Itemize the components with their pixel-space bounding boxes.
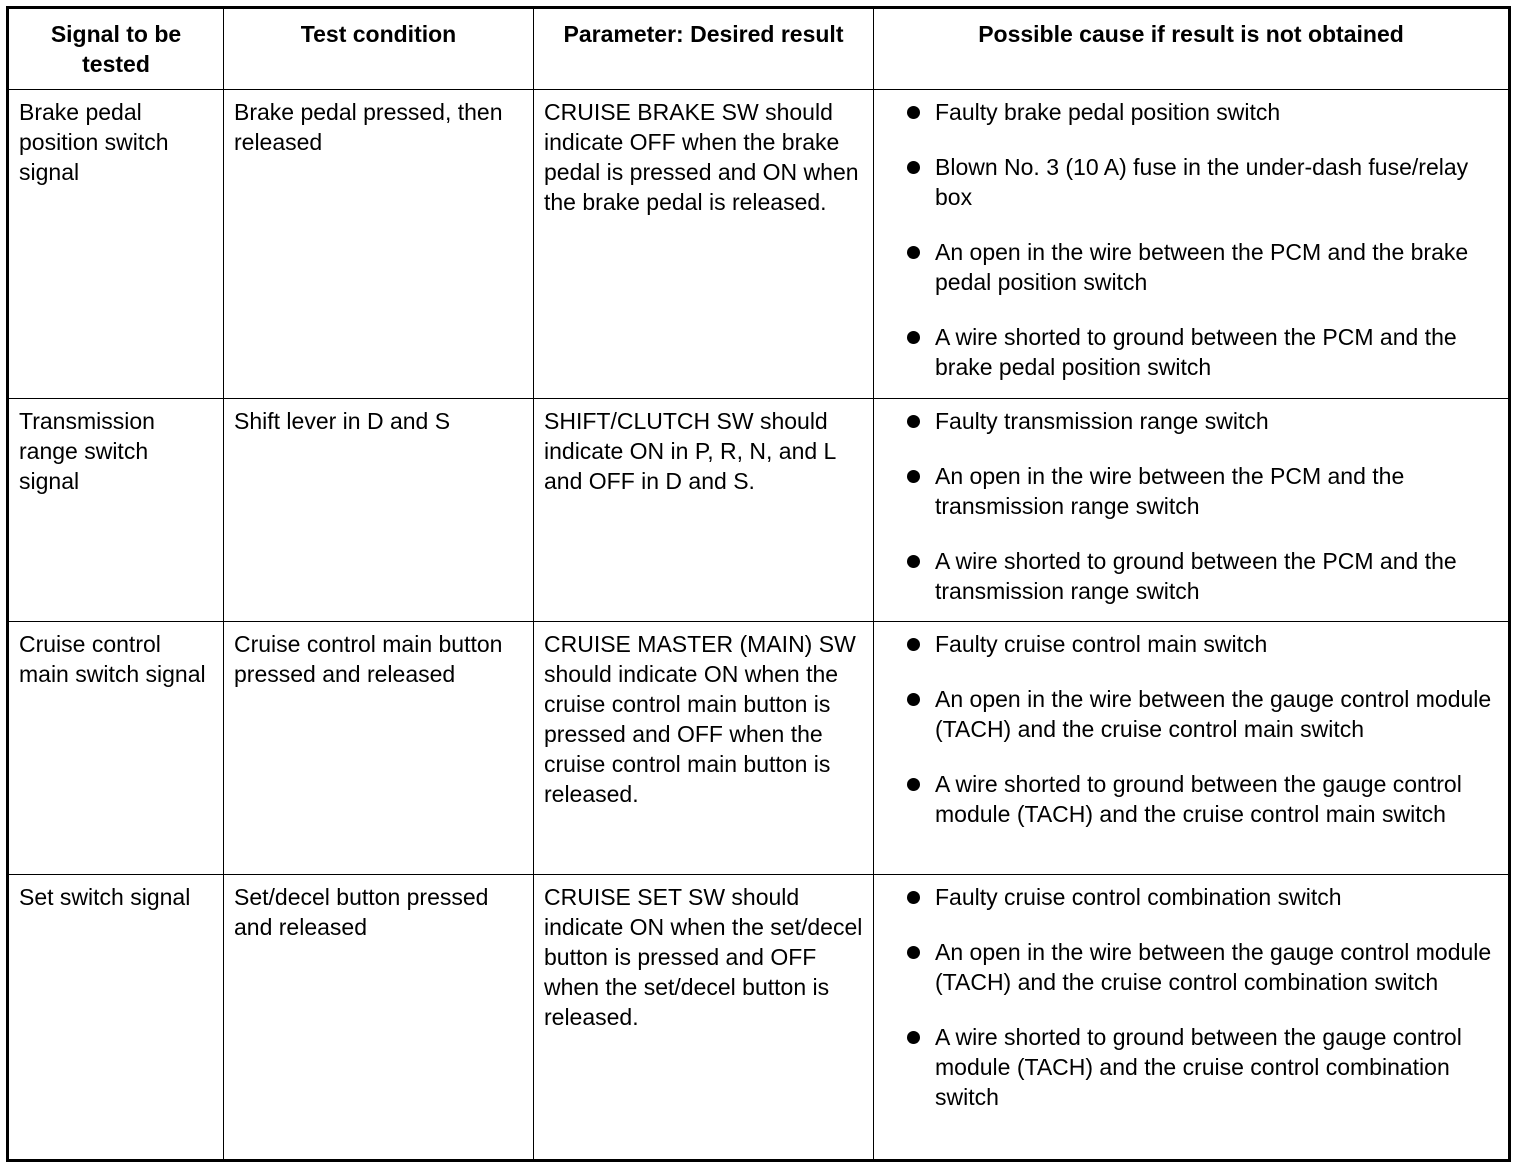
cause-text: An open in the wire between the PCM and the transmission range switch bbox=[935, 463, 1405, 519]
cause-text: An open in the wire between the gauge control module (TACH) and the cruise control combination switch bbox=[935, 939, 1492, 995]
bullet-icon bbox=[907, 106, 920, 119]
cause-text: A wire shorted to ground between the gauge control module (TACH) and the cruise control combination switch bbox=[935, 1024, 1462, 1110]
cause-text: A wire shorted to ground between the PCM and the brake pedal position switch bbox=[935, 324, 1457, 380]
condition-cell: Set/decel button pressed and released bbox=[224, 875, 534, 1161]
signal-cell: Transmission range switch signal bbox=[8, 399, 224, 622]
cause-item bbox=[884, 97, 1499, 127]
signal-cell: Brake pedal position switch signal bbox=[8, 90, 224, 399]
header-possible-cause: Possible cause if result is not obtained bbox=[874, 8, 1510, 90]
header-signal: Signal to be tested bbox=[8, 8, 224, 90]
bullet-icon bbox=[907, 161, 920, 174]
bullet-icon bbox=[907, 470, 920, 483]
cause-item bbox=[884, 237, 1499, 297]
result-cell: CRUISE MASTER (MAIN) SW should indicate ON when the cruise control main button is pressed and OFF when the cruise control main button is released. bbox=[534, 622, 874, 875]
cause-item bbox=[884, 322, 1499, 382]
cause-list bbox=[884, 882, 1499, 1112]
condition-cell: Shift lever in D and S bbox=[224, 399, 534, 622]
cause-text: An open in the wire between the PCM and the brake pedal position switch bbox=[935, 239, 1469, 295]
result-cell: CRUISE BRAKE SW should indicate OFF when the brake pedal is pressed and ON when the brake pedal is released. bbox=[534, 90, 874, 399]
cause-list bbox=[884, 629, 1499, 829]
cause-text: Blown No. 3 (10 A) fuse in the under-dash fuse/relay box bbox=[935, 154, 1469, 210]
cause-text: An open in the wire between the gauge control module (TACH) and the cruise control main switch bbox=[935, 686, 1492, 742]
condition-cell: Brake pedal pressed, then released bbox=[224, 90, 534, 399]
signal-cell: Set switch signal bbox=[8, 875, 224, 1161]
causes-cell bbox=[874, 399, 1510, 622]
cause-text: A wire shorted to ground between the gauge control module (TACH) and the cruise control main switch bbox=[935, 771, 1462, 827]
cause-list bbox=[884, 406, 1499, 606]
table-header-row bbox=[8, 8, 1510, 90]
table-row bbox=[8, 875, 1510, 1161]
cause-item bbox=[884, 684, 1499, 744]
cause-item bbox=[884, 882, 1499, 912]
cause-item bbox=[884, 629, 1499, 659]
cause-item bbox=[884, 769, 1499, 829]
cause-item bbox=[884, 937, 1499, 997]
cause-item bbox=[884, 406, 1499, 436]
diagnostic-table bbox=[6, 6, 1511, 1162]
cause-item bbox=[884, 546, 1499, 606]
cause-item bbox=[884, 1022, 1499, 1112]
cause-list bbox=[884, 97, 1499, 382]
cause-text: A wire shorted to ground between the PCM and the transmission range switch bbox=[935, 548, 1457, 604]
bullet-icon bbox=[907, 638, 920, 651]
cause-text: Faulty cruise control combination switch bbox=[935, 884, 1342, 910]
bullet-icon bbox=[907, 946, 920, 959]
table-row bbox=[8, 90, 1510, 399]
bullet-icon bbox=[907, 778, 920, 791]
causes-cell bbox=[874, 875, 1510, 1161]
bullet-icon bbox=[907, 415, 920, 428]
bullet-icon bbox=[907, 1031, 920, 1044]
header-test-condition: Test condition bbox=[224, 8, 534, 90]
condition-cell: Cruise control main button pressed and released bbox=[224, 622, 534, 875]
cause-text: Faulty transmission range switch bbox=[935, 408, 1269, 434]
bullet-icon bbox=[907, 555, 920, 568]
bullet-icon bbox=[907, 693, 920, 706]
cause-text: Faulty brake pedal position switch bbox=[935, 99, 1281, 125]
bullet-icon bbox=[907, 246, 920, 259]
table-row bbox=[8, 399, 1510, 622]
cause-item bbox=[884, 152, 1499, 212]
causes-cell bbox=[874, 622, 1510, 875]
header-desired-result: Parameter: Desired result bbox=[534, 8, 874, 90]
bullet-icon bbox=[907, 891, 920, 904]
cause-item bbox=[884, 461, 1499, 521]
result-cell: CRUISE SET SW should indicate ON when the set/decel button is pressed and OFF when the set/decel button is released. bbox=[534, 875, 874, 1161]
cause-text: Faulty cruise control main switch bbox=[935, 631, 1268, 657]
bullet-icon bbox=[907, 331, 920, 344]
result-cell: SHIFT/CLUTCH SW should indicate ON in P, R, N, and L and OFF in D and S. bbox=[534, 399, 874, 622]
causes-cell bbox=[874, 90, 1510, 399]
signal-cell: Cruise control main switch signal bbox=[8, 622, 224, 875]
table-row bbox=[8, 622, 1510, 875]
